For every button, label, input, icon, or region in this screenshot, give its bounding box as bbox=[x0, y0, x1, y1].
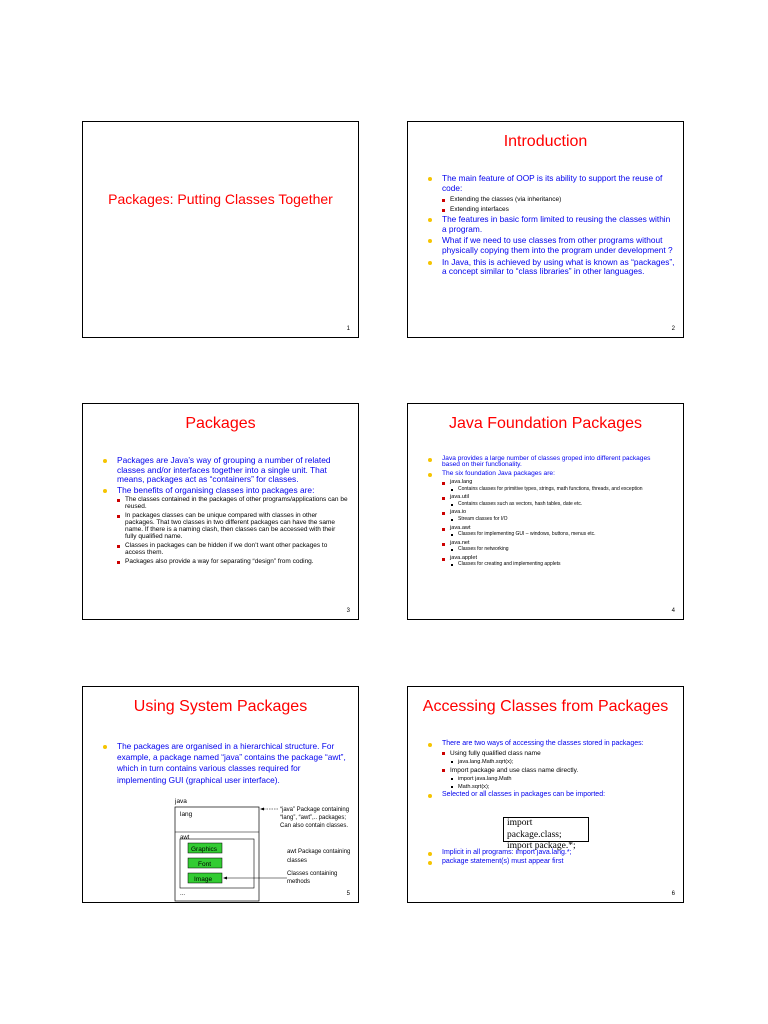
bullet-level-2: Import package and use class name directly. bbox=[426, 766, 671, 775]
bullet-level-3: import java.lang.Math bbox=[426, 775, 671, 783]
code-line: import package.class; bbox=[507, 818, 562, 840]
bullet-level-2: java.awt bbox=[426, 525, 669, 533]
font-label: Font bbox=[198, 861, 212, 868]
slide-2 bbox=[407, 121, 684, 338]
slide-number: 4 bbox=[671, 608, 675, 614]
bullet-level-2: java.lang bbox=[426, 479, 669, 487]
import-code-box bbox=[503, 817, 589, 851]
graphics-label: Graphics bbox=[191, 846, 218, 853]
java-note: “java” Package containing “lang”, “awt”,.. packages; Can also contain classes. bbox=[280, 807, 350, 829]
slide-3 bbox=[82, 403, 359, 620]
bullet-level-2: Using fully qualified class name bbox=[426, 749, 671, 758]
slide-title: Packages bbox=[185, 415, 256, 432]
java-arrowhead bbox=[260, 808, 264, 811]
slide-1 bbox=[82, 121, 359, 338]
slide-title: Introduction bbox=[503, 133, 588, 150]
classes-arrowhead bbox=[223, 877, 227, 880]
bullet-level-2: In packages classes can be unique compared with classes in other packages. That two classes in two different packages can have the same name. If there is a naming clash, then classes can be accessed with their fully qualified name. bbox=[101, 512, 348, 540]
bullet-level-1: The benefits of organising classes into packages are: bbox=[101, 486, 348, 496]
bullet-level-1: What if we need to use classes from other programs without physically copying them into the program under development ? bbox=[426, 236, 675, 255]
bullet-level-3: Contains classes such as vectors, hash tables, date etc. bbox=[426, 502, 669, 508]
slide-title: Using System Packages bbox=[133, 698, 308, 715]
bullet-level-1: There are two ways of accessing the classes stored in packages: bbox=[426, 740, 671, 748]
bullet-level-1: Selected or all classes in packages can be imported: bbox=[426, 791, 671, 799]
bullet-level-3: Classes for implementing GUI – windows, buttons, menus etc. bbox=[426, 532, 669, 538]
ellipsis-label: ... bbox=[180, 891, 186, 897]
awt-label: awt bbox=[180, 835, 190, 841]
bullet-list bbox=[426, 849, 671, 867]
bullet-level-1: The packages are organised in a hierarchical structure. For example, a package named “java” contains the package “awt”, which in turn contains various classes required for implementing GUI (graphical user interface). bbox=[101, 741, 348, 786]
bullet-level-2: java.io bbox=[426, 509, 669, 517]
slide-4 bbox=[407, 403, 684, 620]
slide-number: 2 bbox=[671, 326, 675, 332]
slide-6 bbox=[407, 686, 684, 903]
bullet-level-1: The features in basic form limited to reusing the classes within a program. bbox=[426, 215, 675, 234]
slide-number: 1 bbox=[346, 326, 350, 332]
bullet-level-1: Packages are Java’s way of grouping a number of related classes and/or interfaces together into a single unit. That means, packages act as “containers” for classes. bbox=[101, 456, 348, 485]
bullet-level-3: Classes for networking bbox=[426, 547, 669, 553]
bullet-level-1: package statement(s) must appear first bbox=[426, 858, 671, 866]
image-label: Image bbox=[194, 876, 213, 883]
bullet-level-3: Stream classes for I/O bbox=[426, 517, 669, 523]
bullet-level-2: Extending interfaces bbox=[426, 205, 675, 215]
bullet-level-1: The main feature of OOP is its ability to support the reuse of code: bbox=[426, 174, 675, 193]
bullet-list bbox=[101, 456, 348, 567]
code-line: import package.*; bbox=[507, 841, 576, 851]
bullet-level-3: Math.sqrt(x); bbox=[426, 783, 671, 791]
java-package-box bbox=[175, 807, 259, 901]
bullet-level-1: In Java, this is achieved by using what is known as “packages”, a concept similar to “class libraries” in other languages. bbox=[426, 258, 675, 277]
slide-title: Accessing Classes from Packages bbox=[422, 698, 669, 715]
bullet-level-3: Contains classes for primitive types, strings, math functions, threads, and exception bbox=[426, 487, 669, 493]
awt-note: awt Package containing classes bbox=[287, 849, 351, 864]
bullet-level-2: java.applet bbox=[426, 555, 669, 563]
classes-note: Classes containing methods bbox=[287, 871, 338, 885]
bullet-level-3: java.lang.Math.sqrt(x); bbox=[426, 758, 671, 766]
package-hierarchy-diagram bbox=[83, 687, 359, 903]
bullet-list bbox=[426, 740, 671, 800]
bullet-list bbox=[426, 456, 669, 570]
bullet-level-1: Java provides a large number of classes groped into different packages based on their functionality. bbox=[426, 456, 669, 469]
bullet-level-2: Packages also provide a way for separating “design” from coding. bbox=[101, 558, 348, 565]
slide-5 bbox=[82, 686, 359, 903]
slide-title: Java Foundation Packages bbox=[448, 415, 642, 432]
slide-title: Packages: Putting Classes Together bbox=[108, 191, 333, 207]
bullet-level-2: java.util bbox=[426, 494, 669, 502]
bullet-level-1: The six foundation Java packages are: bbox=[426, 471, 669, 477]
java-label: java bbox=[175, 798, 187, 805]
bullet-level-2: The classes contained in the packages of other programs/applications can be reused. bbox=[101, 496, 348, 510]
bullet-level-2: Classes in packages can be hidden if we don’t want other packages to access them. bbox=[101, 542, 348, 556]
bullet-level-1: Implicit in all programs: import java.lang.*; bbox=[426, 849, 671, 857]
slide-number: 3 bbox=[346, 608, 350, 614]
slide-number: 6 bbox=[671, 891, 675, 897]
bullet-level-2: java.net bbox=[426, 540, 669, 548]
bullet-list bbox=[426, 174, 675, 279]
lang-label: lang bbox=[180, 811, 193, 818]
bullet-level-3: Classes for creating and implementing applets bbox=[426, 562, 669, 568]
bullet-level-2: Extending the classes (via inheritance) bbox=[426, 195, 675, 205]
slide-number: 5 bbox=[346, 891, 350, 897]
